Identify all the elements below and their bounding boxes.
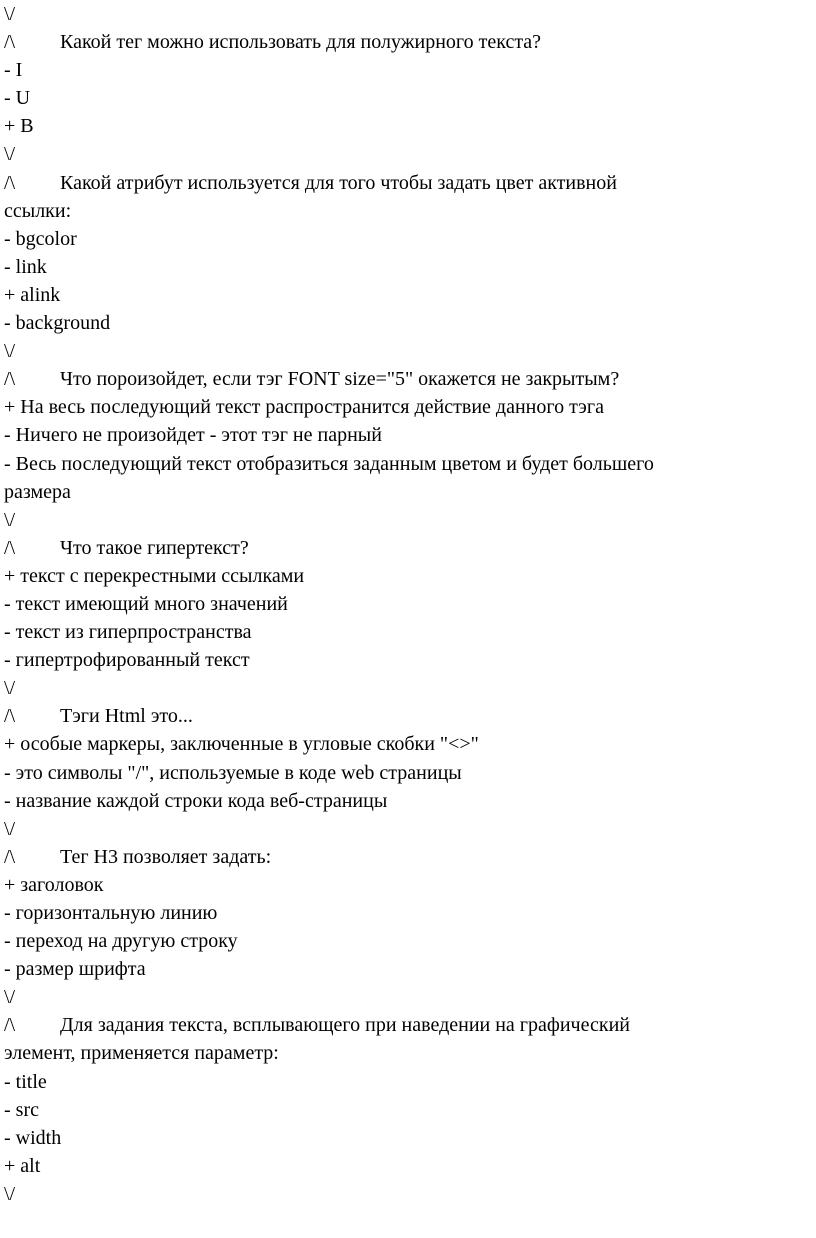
question-marker: /\ <box>4 1014 16 1037</box>
question-line <box>4 702 816 730</box>
answer-option: - переход на другую строку <box>4 930 238 953</box>
answer-option: - bgcolor <box>4 227 77 250</box>
question-text: Какой атрибут используется для того чтобы задать цвет активной <box>60 171 617 194</box>
question-text-continuation: элемент, применяется параметр: <box>4 1042 279 1065</box>
separator-marker: \/ <box>4 3 16 25</box>
question-text-continuation: ссылки: <box>4 199 72 222</box>
separator-marker: \/ <box>4 143 16 166</box>
question-line <box>4 843 816 871</box>
answer-option: - Ничего не произойдет - этот тэг не парный <box>4 424 382 447</box>
separator-marker: \/ <box>4 817 16 840</box>
answer-option: - width <box>4 1126 62 1149</box>
answer-option: размера <box>4 480 71 503</box>
separator-marker: \/ <box>4 986 16 1009</box>
question-text: Тэги Html это... <box>60 705 193 728</box>
answer-option: + особые маркеры, заключенные в угловые скобки "<>" <box>4 733 479 756</box>
answer-option: - это символы "/", используемые в коде web страницы <box>4 761 462 784</box>
answer-option: - Весь последующий текст отобразиться заданным цветом и будет большего <box>4 452 654 475</box>
answer-option: - link <box>4 255 47 278</box>
question-text: Что пороизойдет, если тэг FONT size="5" окажется не закрытым? <box>60 368 620 391</box>
answer-option: - название каждой строки кода веб-страницы <box>4 789 388 812</box>
question-text: Для задания текста, всплывающего при наведении на графический <box>60 1014 630 1037</box>
answer-option: - src <box>4 1098 39 1121</box>
answer-option: - размер шрифта <box>4 958 146 981</box>
question-line <box>4 28 816 56</box>
question-line <box>4 365 816 393</box>
answer-option: - горизонтальную линию <box>4 902 218 924</box>
answer-option: + alink <box>4 283 61 306</box>
question-marker: /\ <box>4 705 16 728</box>
question-line <box>4 1011 816 1039</box>
question-line <box>4 534 816 562</box>
answer-option: - текст из гиперпространства <box>4 621 252 644</box>
separator-marker: \/ <box>4 508 16 531</box>
answer-option: + текст с перекрестными ссылками <box>4 564 305 587</box>
separator-marker: \/ <box>4 677 16 700</box>
separator-marker: \/ <box>4 1182 16 1205</box>
answer-option: - background <box>4 312 111 335</box>
question-marker: /\ <box>4 171 16 194</box>
answer-option: + На весь последующий текст распространится действие данного тэга <box>4 396 604 419</box>
question-text: Какой тег можно использовать для полужирного текста? <box>60 31 542 54</box>
question-text: Тег H3 позволяет задать: <box>60 845 272 868</box>
answer-option: + B <box>4 115 34 138</box>
answer-option: - текст имеющий много значений <box>4 592 288 615</box>
question-line <box>4 169 816 197</box>
answer-option: + заголовок <box>4 873 104 896</box>
question-text: Что такое гипертекст? <box>60 536 249 559</box>
question-marker: /\ <box>4 536 16 559</box>
separator-marker: \/ <box>4 340 16 363</box>
answer-option: - title <box>4 1070 47 1093</box>
question-marker: /\ <box>4 31 16 54</box>
question-marker: /\ <box>4 845 16 868</box>
answer-option: - U <box>4 87 31 110</box>
answer-option: - I <box>4 59 23 82</box>
answer-option: - гипертрофированный текст <box>4 649 250 672</box>
question-marker: /\ <box>4 368 16 391</box>
answer-option: + alt <box>4 1154 41 1177</box>
